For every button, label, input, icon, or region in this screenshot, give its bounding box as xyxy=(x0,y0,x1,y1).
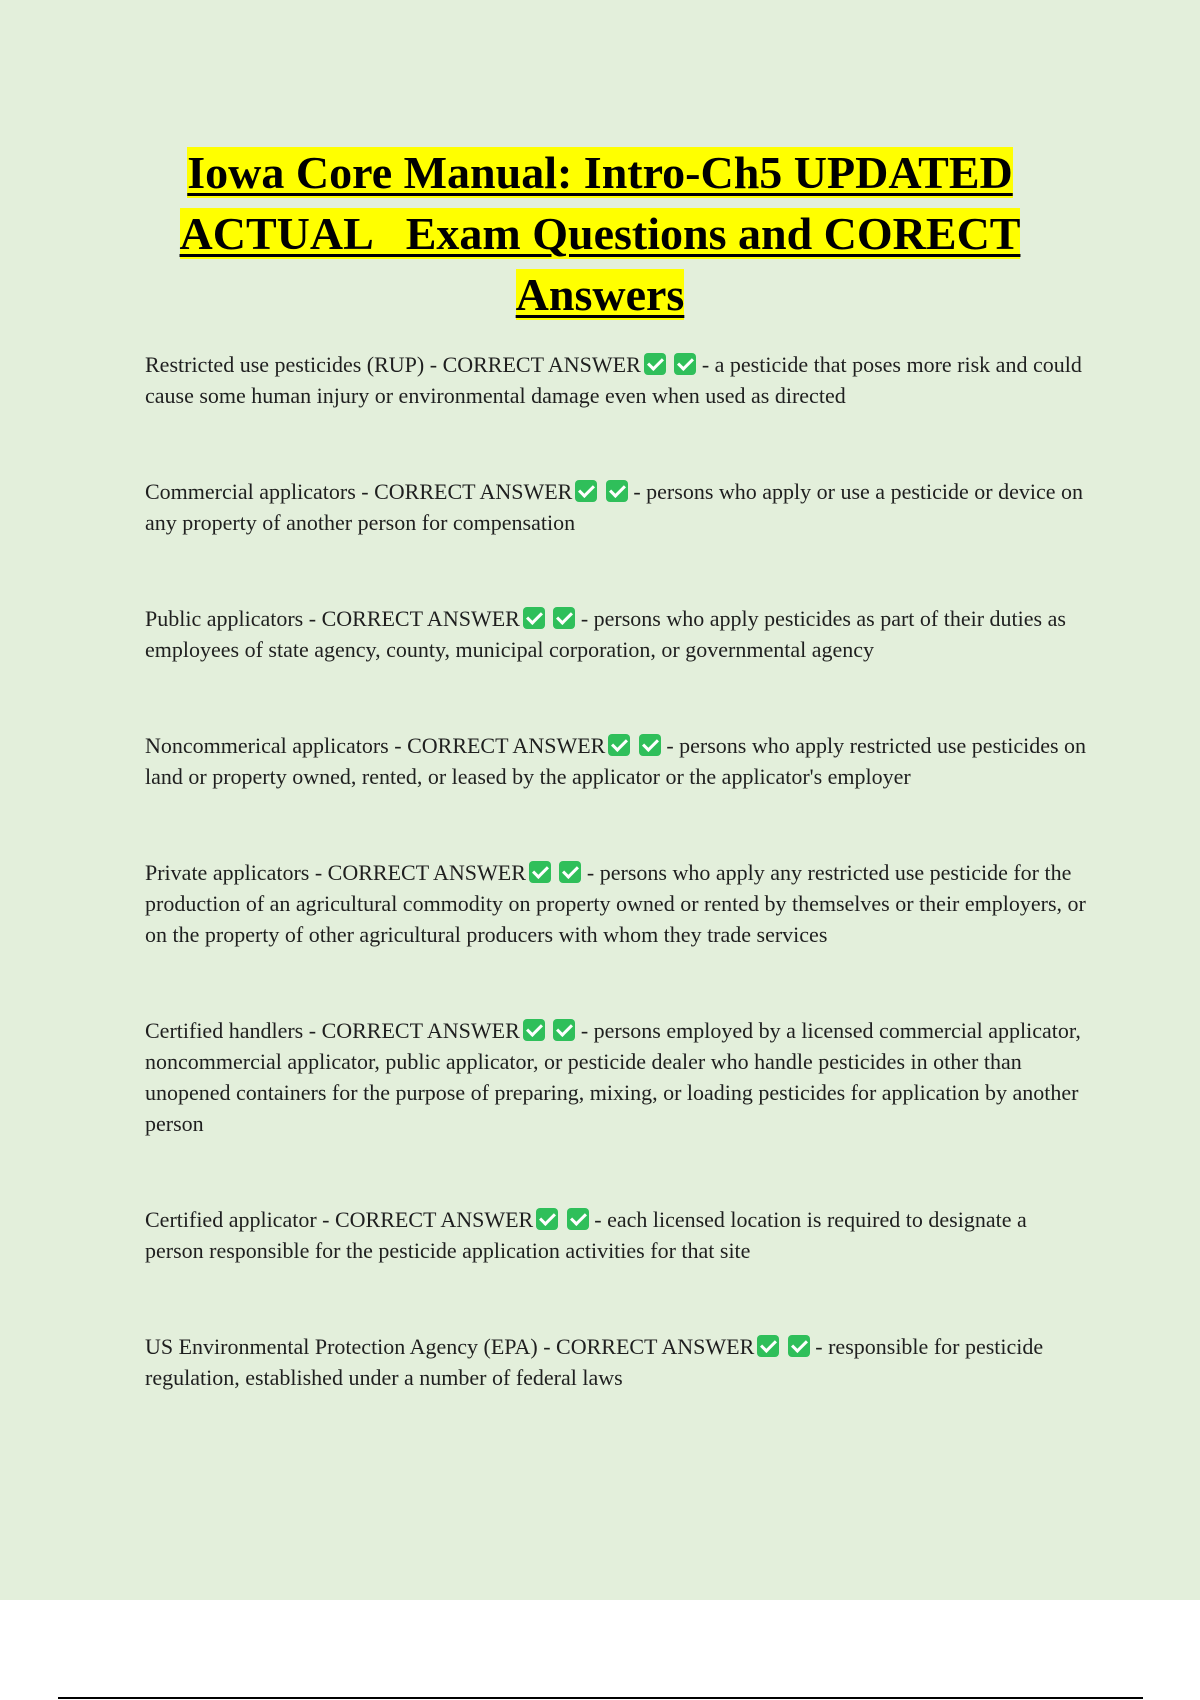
entry-definition: persons who apply any restricted use pesticide for the production of an agricultural commodity on property owned or rented by themselves or their employers, or on the property of other agricultural producers with whom they trade services xyxy=(145,860,1086,947)
qa-entry: Noncommerical applicators - CORRECT ANSWER - persons who apply restricted use pesticides on land or property owned, rented, or leased by the applicator or the applicator's employer xyxy=(145,733,1087,789)
check-icon xyxy=(674,353,696,375)
correct-answer-label: CORRECT ANSWER xyxy=(321,1018,520,1043)
correct-answer-label: CORRECT ANSWER xyxy=(334,1207,534,1232)
title-line-3: Answers xyxy=(515,269,685,320)
check-icon xyxy=(788,1335,810,1357)
entry-definition: persons who apply pesticides as part of their duties as employees of state agency, county, municipal corporation, or governmental agency xyxy=(145,606,1066,662)
entry-term: Public applicators xyxy=(145,606,304,631)
qa-list xyxy=(145,349,1090,1393)
qa-entry: Commercial applicators - CORRECT ANSWER - persons who apply or use a pesticide or device on any property of another person for compensation xyxy=(145,479,1083,535)
check-icon xyxy=(553,607,575,629)
check-icon xyxy=(567,1208,589,1230)
entry-term: Commercial applicators xyxy=(145,479,356,504)
entry-definition: persons employed by a licensed commercial applicator, noncommercial applicator, public applicator, or pesticide dealer who handle pesticides in other than unopened containers for the purpose of preparing, mixing, or loading pesticides for application by another person xyxy=(145,1018,1081,1136)
entry-term: Certified handlers xyxy=(145,1018,304,1043)
check-icon xyxy=(757,1335,779,1357)
check-icon xyxy=(523,1019,545,1041)
qa-entry: Public applicators - CORRECT ANSWER - persons who apply pesticides as part of their duties as employees of state agency, county, municipal corporation, or governmental agency xyxy=(145,606,1066,662)
check-icon xyxy=(536,1208,558,1230)
check-icon xyxy=(553,1019,575,1041)
entry-term: Restricted use pesticides (RUP) xyxy=(145,352,425,377)
check-icon xyxy=(529,861,551,883)
qa-entry: Restricted use pesticides (RUP) - CORRECT ANSWER - a pesticide that poses more risk and could cause some human injury or environmental damage even when used as directed xyxy=(145,352,1082,408)
check-icon xyxy=(559,861,581,883)
check-icon xyxy=(639,734,661,756)
entry-definition: persons who apply or use a pesticide or device on any property of another person for compensation xyxy=(145,479,1083,535)
entry-definition: responsible for pesticide regulation, established under a number of federal laws xyxy=(145,1334,1044,1390)
entry-term: Noncommerical applicators xyxy=(145,733,389,758)
correct-answer-label: CORRECT ANSWER xyxy=(407,733,606,758)
entry-definition: persons who apply restricted use pesticides on land or property owned, rented, or leased by the applicator or the applicator's employer xyxy=(145,733,1087,789)
check-icon xyxy=(608,734,630,756)
check-icon xyxy=(575,480,597,502)
entry-term: US Environmental Protection Agency (EPA) xyxy=(145,1334,538,1359)
qa-entry: Certified handlers - CORRECT ANSWER - persons employed by a licensed commercial applicator, noncommercial applicator, public applicator, or pesticide dealer who handle pesticides in other than unopened containers for the purpose of preparing, mixing, or loading pesticides for application by another person xyxy=(145,1018,1081,1136)
correct-answer-label: CORRECT ANSWER xyxy=(556,1334,755,1359)
entry-term: Private applicators xyxy=(145,860,310,885)
check-icon xyxy=(644,353,666,375)
correct-answer-label: CORRECT ANSWER xyxy=(327,860,526,885)
footer-divider xyxy=(58,1697,1143,1699)
qa-entry: Certified applicator - CORRECT ANSWER - each licensed location is required to designate a person responsible for the pesticide application activities for that site xyxy=(145,1207,1027,1263)
title-line-1: Iowa Core Manual: Intro-Ch5 UPDATED xyxy=(187,147,1013,198)
check-icon xyxy=(606,480,628,502)
title-line-2: ACTUAL Exam Questions and CORECT xyxy=(179,208,1021,259)
check-icon xyxy=(523,607,545,629)
document-title xyxy=(100,142,1100,325)
entry-term: Certified applicator xyxy=(145,1207,317,1232)
correct-answer-label: CORRECT ANSWER xyxy=(374,479,573,504)
qa-entry: Private applicators - CORRECT ANSWER - persons who apply any restricted use pesticide for the production of an agricultural commodity on property owned or rented by themselves or their employers, or on the property of other agricultural producers with whom they trade services xyxy=(145,860,1086,947)
entry-definition: a pesticide that poses more risk and could cause some human injury or environmental damage even when used as directed xyxy=(145,352,1082,408)
qa-entry: US Environmental Protection Agency (EPA) - CORRECT ANSWER - responsible for pesticide regulation, established under a number of federal laws xyxy=(145,1334,1044,1390)
correct-answer-label: CORRECT ANSWER xyxy=(442,352,641,377)
correct-answer-label: CORRECT ANSWER xyxy=(321,606,520,631)
entry-definition: each licensed location is required to designate a person responsible for the pesticide application activities for that site xyxy=(145,1207,1027,1263)
